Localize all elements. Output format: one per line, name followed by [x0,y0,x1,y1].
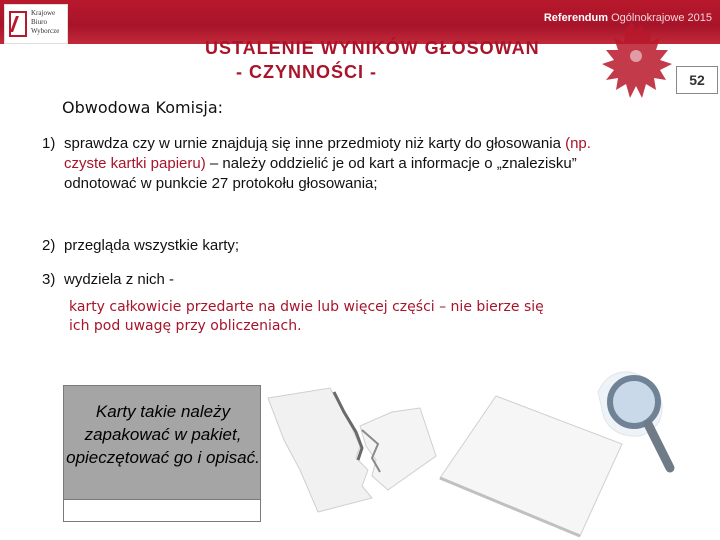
magnifier-icon [598,372,670,468]
text-part: – należy oddzielić je od kart a informacje o „znalezisku” odnotować w punkcie 27 protokołu głosowania; [64,155,577,192]
logo-text [31,9,67,36]
torn-ballot-right-icon [360,408,436,490]
page-subtitle: - CZYNNOŚCI - [236,62,377,82]
list-item-text [64,134,604,194]
list-item-number: 2) [42,237,56,254]
callout-text: Karty takie należy zapakować w pakiet, opieczętować go i opisać. [66,402,260,467]
banner-title-bold: Referendum [543,12,609,24]
kbw-logo [4,4,68,44]
list-item [42,236,602,258]
banner-title-rest: Ogólnokrajowe 2015 [611,12,712,24]
logo-line: Biuro [31,18,47,26]
eagle-emblem-icon [596,20,678,104]
ballot-card-icon [440,396,622,536]
list-item [42,134,602,218]
list-item-number: 1) [42,135,56,152]
highlight-text: (np. czyste kartki papieru) [64,135,591,172]
callout-box-footer [63,499,261,522]
list-item-text: przegląda wszystkie karty; [64,237,240,254]
list-item-number: 3) [42,271,56,288]
list-item [42,270,602,292]
torn-ballot-left-icon [268,388,372,512]
logo-mark-icon [9,11,27,37]
list-item-text: wydziela z nich - [64,271,175,288]
page-title: USTALENIE WYNIKÓW GŁOSOWAN [205,38,540,58]
logo-line: Wyborcze [31,27,60,35]
text-part: sprawdza czy w urnie znajdują się inne przedmioty niż karty do głosowania [64,135,566,152]
logo-line: Krajowe [31,9,56,17]
commission-heading: Obwodowa Komisja: [62,98,224,117]
note-text: karty całkowicie przedarte na dwie lub więcej części – nie bierze się ich pod uwagę przy obliczeniach. [69,299,544,334]
page-number: 52 [676,66,718,94]
